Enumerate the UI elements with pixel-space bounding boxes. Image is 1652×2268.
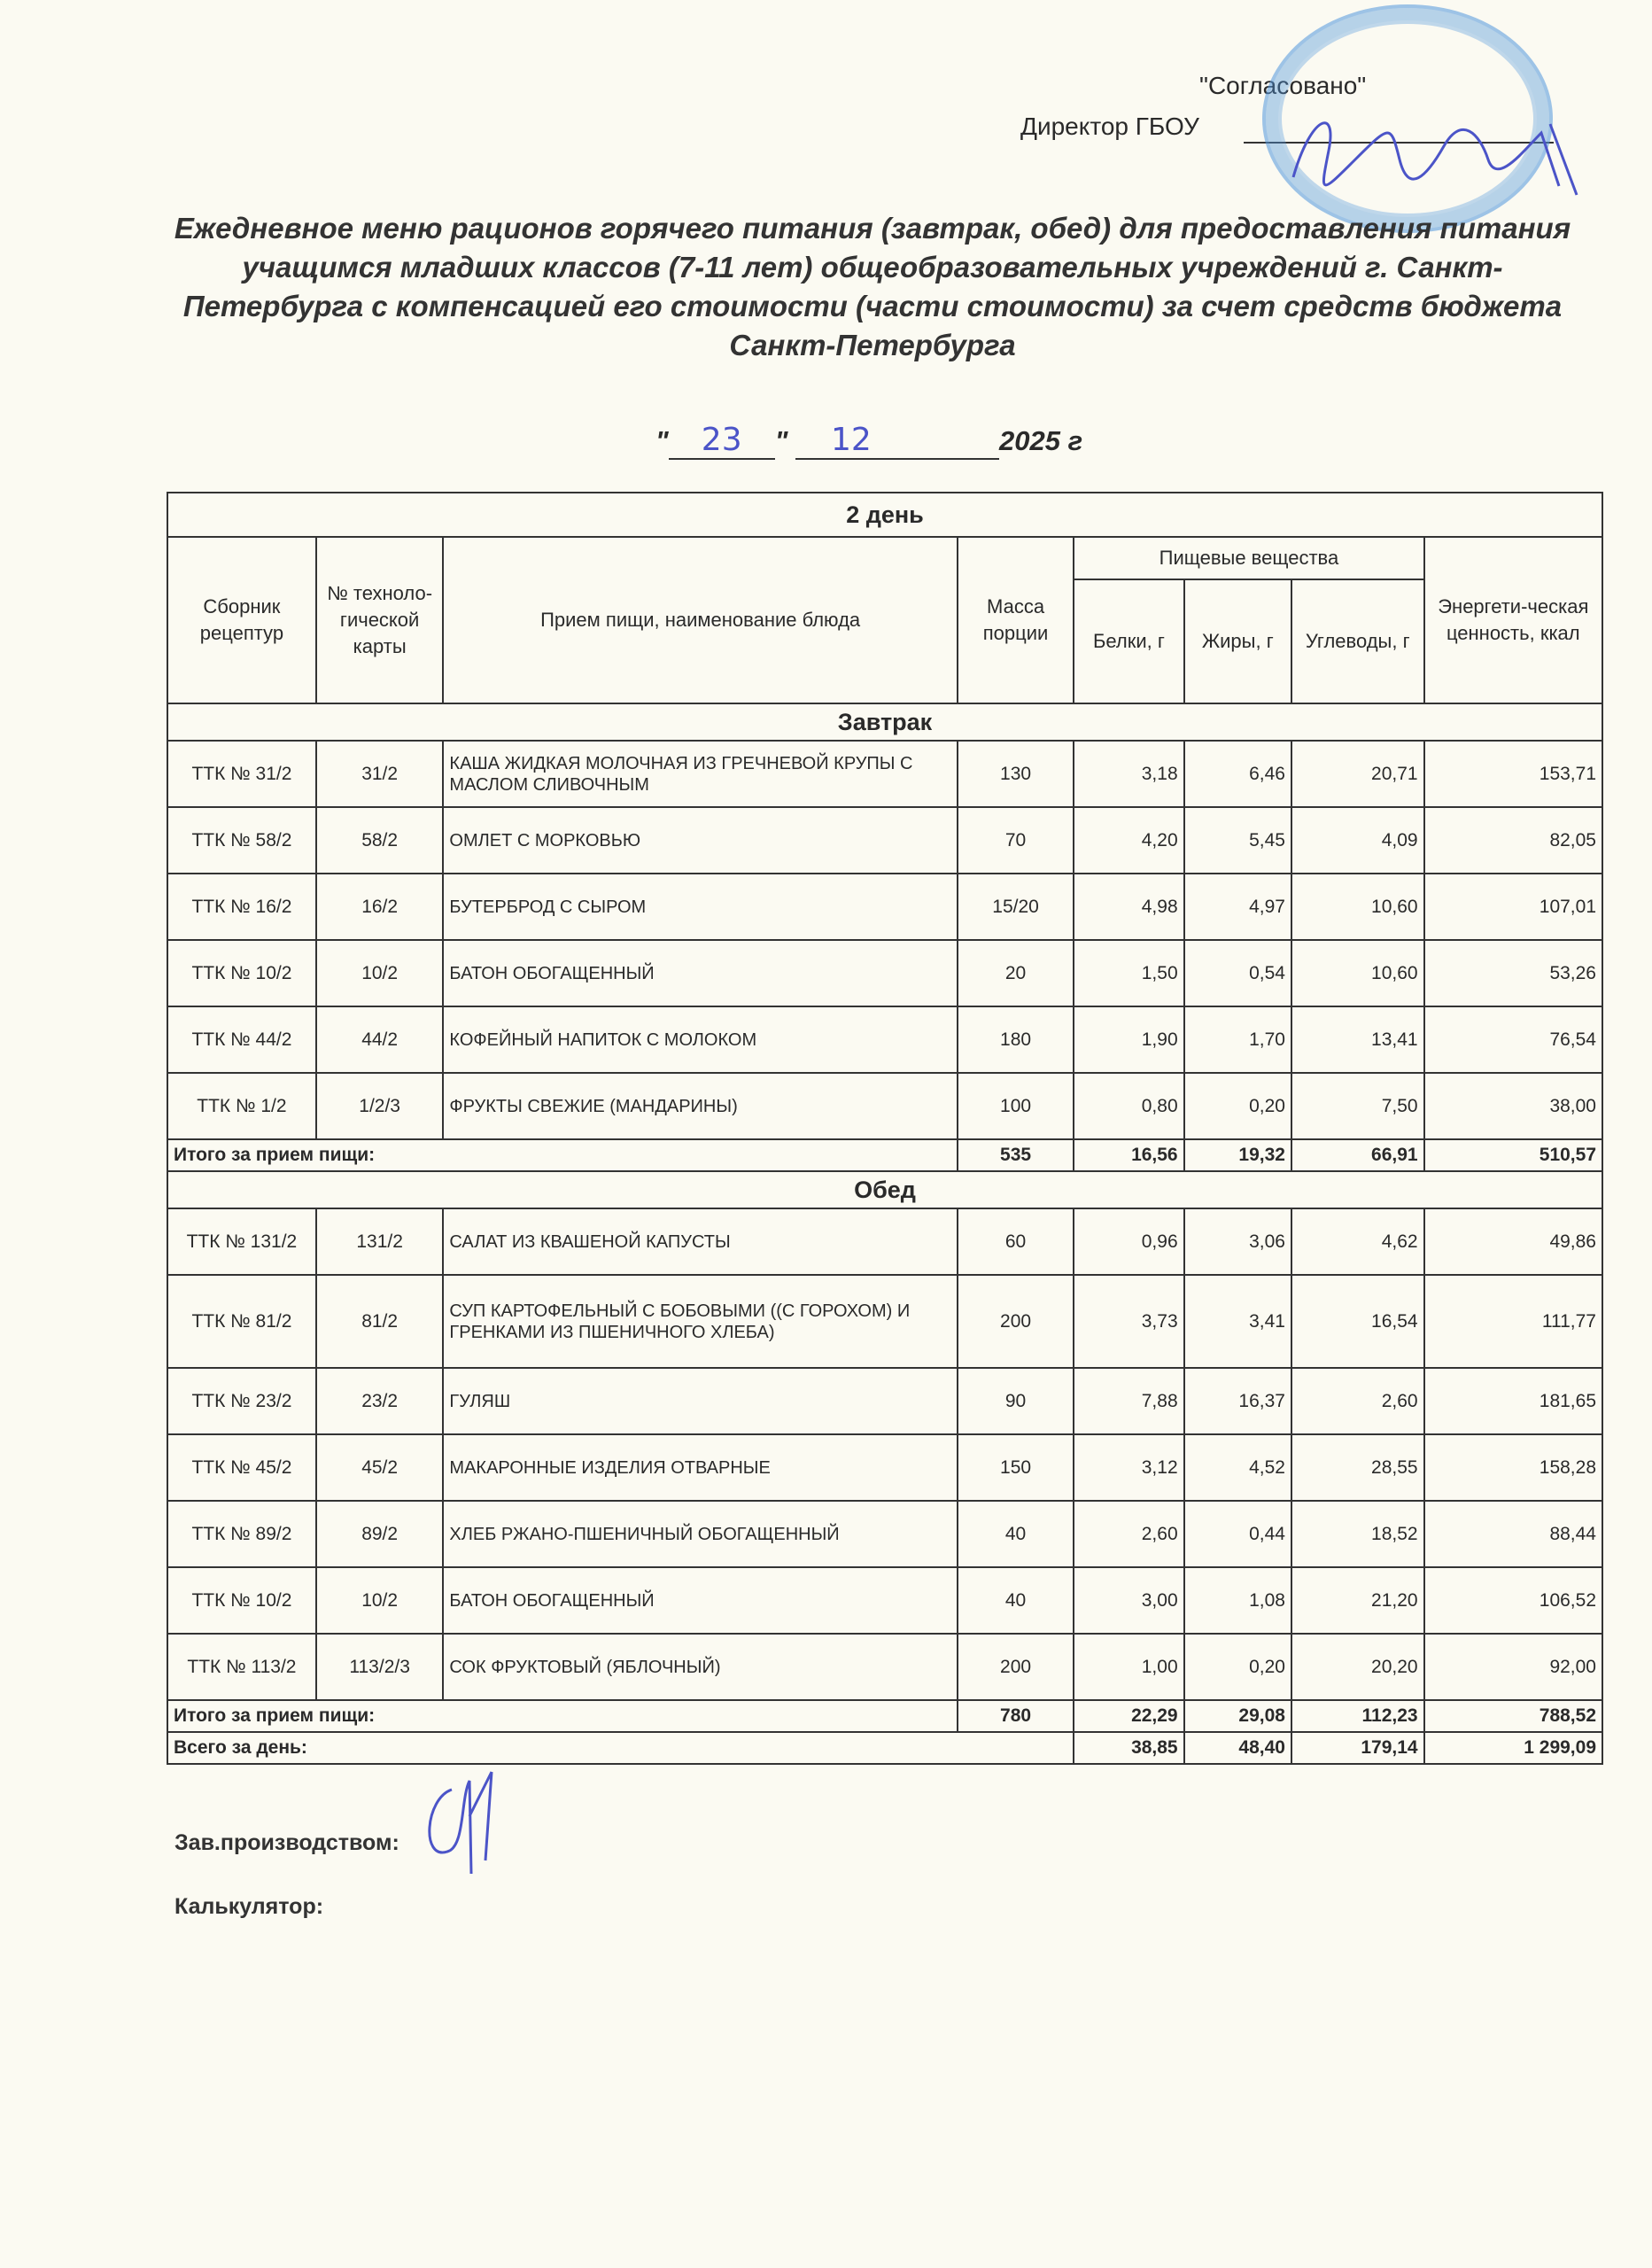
section-label: Обед [167,1171,1602,1208]
collection-cell: ТТК № 23/2 [167,1368,316,1434]
dish-name-cell: САЛАТ ИЗ КВАШЕНОЙ КАПУСТЫ [443,1208,957,1275]
protein-cell: 0,80 [1074,1073,1183,1139]
tech-card-cell: 10/2 [316,1567,444,1634]
dish-name-cell: ФРУКТЫ СВЕЖИЕ (МАНДАРИНЫ) [443,1073,957,1139]
day-label-row [167,493,1602,537]
tech-card-cell: 31/2 [316,741,444,807]
mass-cell: 90 [958,1368,1074,1434]
dish-name-cell: ХЛЕБ РЖАНО-ПШЕНИЧНЫЙ ОБОГАЩЕННЫЙ [443,1501,957,1567]
header-tech-card: № техноло-гической карты [316,537,444,703]
tech-card-cell: 44/2 [316,1006,444,1073]
mass-cell: 40 [958,1567,1074,1634]
energy-cell: 106,52 [1424,1567,1602,1634]
agreed-label: "Согласовано" [1199,72,1367,99]
dish-name-cell: ГУЛЯШ [443,1368,957,1434]
table-row [167,1634,1602,1700]
energy-cell: 76,54 [1424,1006,1602,1073]
tech-card-cell: 10/2 [316,940,444,1006]
fat-cell: 16,37 [1184,1368,1291,1434]
breakfast-total-row [167,1139,1602,1171]
mass-cell: 200 [958,1634,1074,1700]
collection-cell: ТТК № 131/2 [167,1208,316,1275]
director-signature-icon [1258,97,1594,204]
fat-cell: 1,08 [1184,1567,1291,1634]
carbs-cell: 10,60 [1291,874,1424,940]
fat-cell: 0,54 [1184,940,1291,1006]
dish-name-cell: КАША ЖИДКАЯ МОЛОЧНАЯ ИЗ ГРЕЧНЕВОЙ КРУПЫ С МАСЛОМ СЛИВОЧНЫМ [443,741,957,807]
date-quote-close: " [774,425,788,456]
fat-cell: 4,97 [1184,874,1291,940]
energy-cell: 53,26 [1424,940,1602,1006]
carbs-cell: 20,20 [1291,1634,1424,1700]
mass-cell: 60 [958,1208,1074,1275]
dish-name-cell: СУП КАРТОФЕЛЬНЫЙ С БОБОВЫМИ ((С ГОРОХОМ) И ГРЕНКАМИ ИЗ ПШЕНИЧНОГО ХЛЕБА) [443,1275,957,1368]
energy-cell: 181,65 [1424,1368,1602,1434]
carbs-cell: 21,20 [1291,1567,1424,1634]
total-protein: 22,29 [1074,1700,1183,1732]
day-total-carbs: 179,14 [1291,1732,1424,1764]
tech-card-cell: 131/2 [316,1208,444,1275]
collection-cell: ТТК № 16/2 [167,874,316,940]
breakfast-rows [167,741,1602,1139]
day-total-fat: 48,40 [1184,1732,1291,1764]
table-row [167,1434,1602,1501]
protein-cell: 4,20 [1074,807,1183,874]
carbs-cell: 16,54 [1291,1275,1424,1368]
mass-cell: 150 [958,1434,1074,1501]
collection-cell: ТТК № 89/2 [167,1501,316,1567]
energy-cell: 82,05 [1424,807,1602,874]
energy-cell: 107,01 [1424,874,1602,940]
collection-cell: ТТК № 113/2 [167,1634,316,1700]
lunch-total-row [167,1700,1602,1732]
carbs-cell: 18,52 [1291,1501,1424,1567]
total-carbs: 66,91 [1291,1139,1424,1171]
table-row [167,1006,1602,1073]
header-collection: Сборник рецептур [167,537,316,703]
lunch-rows [167,1208,1602,1700]
carbs-cell: 7,50 [1291,1073,1424,1139]
mass-cell: 100 [958,1073,1074,1139]
fat-cell: 6,46 [1184,741,1291,807]
total-fat: 19,32 [1184,1139,1291,1171]
energy-cell: 153,71 [1424,741,1602,807]
carbs-cell: 13,41 [1291,1006,1424,1073]
day-total-label: Всего за день: [167,1732,1074,1764]
collection-cell: ТТК № 81/2 [167,1275,316,1368]
header-nutrients: Пищевые вещества [1074,537,1423,579]
carbs-cell: 20,71 [1291,741,1424,807]
mass-cell: 130 [958,741,1074,807]
table-row [167,1073,1602,1139]
collection-cell: ТТК № 58/2 [167,807,316,874]
total-energy: 788,52 [1424,1700,1602,1732]
fat-cell: 0,20 [1184,1634,1291,1700]
header-dish: Прием пищи, наименование блюда [443,537,957,703]
tech-card-cell: 16/2 [316,874,444,940]
table-row [167,940,1602,1006]
production-head-signature-icon [416,1763,514,1878]
table-row [167,1275,1602,1368]
protein-cell: 3,12 [1074,1434,1183,1501]
collection-cell: ТТК № 10/2 [167,1567,316,1634]
fat-cell: 1,70 [1184,1006,1291,1073]
table-row [167,874,1602,940]
energy-cell: 92,00 [1424,1634,1602,1700]
header-protein: Белки, г [1074,579,1183,703]
header-fat: Жиры, г [1184,579,1291,703]
protein-cell: 3,73 [1074,1275,1183,1368]
date-day: 23 [701,422,742,458]
tech-card-cell: 1/2/3 [316,1073,444,1139]
dish-name-cell: МАКАРОННЫЕ ИЗДЕЛИЯ ОТВАРНЫЕ [443,1434,957,1501]
mass-cell: 180 [958,1006,1074,1073]
header-mass: Масса порции [958,537,1074,703]
collection-cell: ТТК № 31/2 [167,741,316,807]
carbs-cell: 4,09 [1291,807,1424,874]
protein-cell: 7,88 [1074,1368,1183,1434]
protein-cell: 1,50 [1074,940,1183,1006]
collection-cell: ТТК № 45/2 [167,1434,316,1501]
document-date [655,422,1082,460]
fat-cell: 4,52 [1184,1434,1291,1501]
day-total-energy: 1 299,09 [1424,1732,1602,1764]
day-label: 2 день [167,493,1602,537]
mass-cell: 70 [958,807,1074,874]
fat-cell: 0,44 [1184,1501,1291,1567]
header-energy: Энергети-ческая ценность, ккал [1424,537,1602,703]
total-label: Итого за прием пищи: [167,1700,958,1732]
total-mass: 780 [958,1700,1074,1732]
collection-cell: ТТК № 1/2 [167,1073,316,1139]
collection-cell: ТТК № 44/2 [167,1006,316,1073]
dish-name-cell: БАТОН ОБОГАЩЕННЫЙ [443,1567,957,1634]
fat-cell: 3,41 [1184,1275,1291,1368]
protein-cell: 1,90 [1074,1006,1183,1073]
protein-cell: 3,00 [1074,1567,1183,1634]
energy-cell: 88,44 [1424,1501,1602,1567]
collection-cell: ТТК № 10/2 [167,940,316,1006]
tech-card-cell: 81/2 [316,1275,444,1368]
section-breakfast [167,703,1602,741]
day-total-protein: 38,85 [1074,1732,1183,1764]
mass-cell: 200 [958,1275,1074,1368]
tech-card-cell: 58/2 [316,807,444,874]
carbs-cell: 10,60 [1291,940,1424,1006]
fat-cell: 0,20 [1184,1073,1291,1139]
table-row [167,1567,1602,1634]
document-title: Ежедневное меню рационов горячего питания (завтрак, обед) для предоставления питания учащимся младших классов (7-11 лет) общеобразовательных учреждений г. Санкт-Петербурга с компенсацией его стоимости (части стоимости) за счет средств бюджета Санкт-Петербурга [174,212,1571,361]
protein-cell: 3,18 [1074,741,1183,807]
tech-card-cell: 23/2 [316,1368,444,1434]
energy-cell: 158,28 [1424,1434,1602,1501]
date-year: 2025 г [999,425,1083,456]
tech-card-cell: 89/2 [316,1501,444,1567]
dish-name-cell: ОМЛЕТ С МОРКОВЬЮ [443,807,957,874]
total-fat: 29,08 [1184,1700,1291,1732]
total-mass: 535 [958,1139,1074,1171]
mass-cell: 40 [958,1501,1074,1567]
calculator-label: Калькулятор: [175,1894,324,1919]
production-head-label: Зав.производством: [175,1830,399,1855]
total-label: Итого за прием пищи: [167,1139,958,1171]
protein-cell: 0,96 [1074,1208,1183,1275]
carbs-cell: 28,55 [1291,1434,1424,1501]
tech-card-cell: 45/2 [316,1434,444,1501]
energy-cell: 49,86 [1424,1208,1602,1275]
fat-cell: 5,45 [1184,807,1291,874]
mass-cell: 20 [958,940,1074,1006]
total-protein: 16,56 [1074,1139,1183,1171]
energy-cell: 111,77 [1424,1275,1602,1368]
table-row [167,741,1602,807]
energy-cell: 38,00 [1424,1073,1602,1139]
header-row [167,537,1602,579]
dish-name-cell: БАТОН ОБОГАЩЕННЫЙ [443,940,957,1006]
total-carbs: 112,23 [1291,1700,1424,1732]
day-total-row [167,1732,1602,1764]
table-row [167,1368,1602,1434]
total-energy: 510,57 [1424,1139,1602,1171]
date-month: 12 [831,422,872,458]
table-row [167,807,1602,874]
carbs-cell: 2,60 [1291,1368,1424,1434]
table-row [167,1208,1602,1275]
section-label: Завтрак [167,703,1602,741]
menu-table [167,492,1603,1765]
protein-cell: 2,60 [1074,1501,1183,1567]
fat-cell: 3,06 [1184,1208,1291,1275]
protein-cell: 1,00 [1074,1634,1183,1700]
date-quote-open: " [655,425,669,456]
dish-name-cell: БУТЕРБРОД С СЫРОМ [443,874,957,940]
tech-card-cell: 113/2/3 [316,1634,444,1700]
carbs-cell: 4,62 [1291,1208,1424,1275]
director-label: Директор ГБОУ [1020,113,1199,140]
protein-cell: 4,98 [1074,874,1183,940]
dish-name-cell: СОК ФРУКТОВЫЙ (ЯБЛОЧНЫЙ) [443,1634,957,1700]
table-row [167,1501,1602,1567]
mass-cell: 15/20 [958,874,1074,940]
dish-name-cell: КОФЕЙНЫЙ НАПИТОК С МОЛОКОМ [443,1006,957,1073]
section-lunch [167,1171,1602,1208]
header-carbs: Углеводы, г [1291,579,1424,703]
